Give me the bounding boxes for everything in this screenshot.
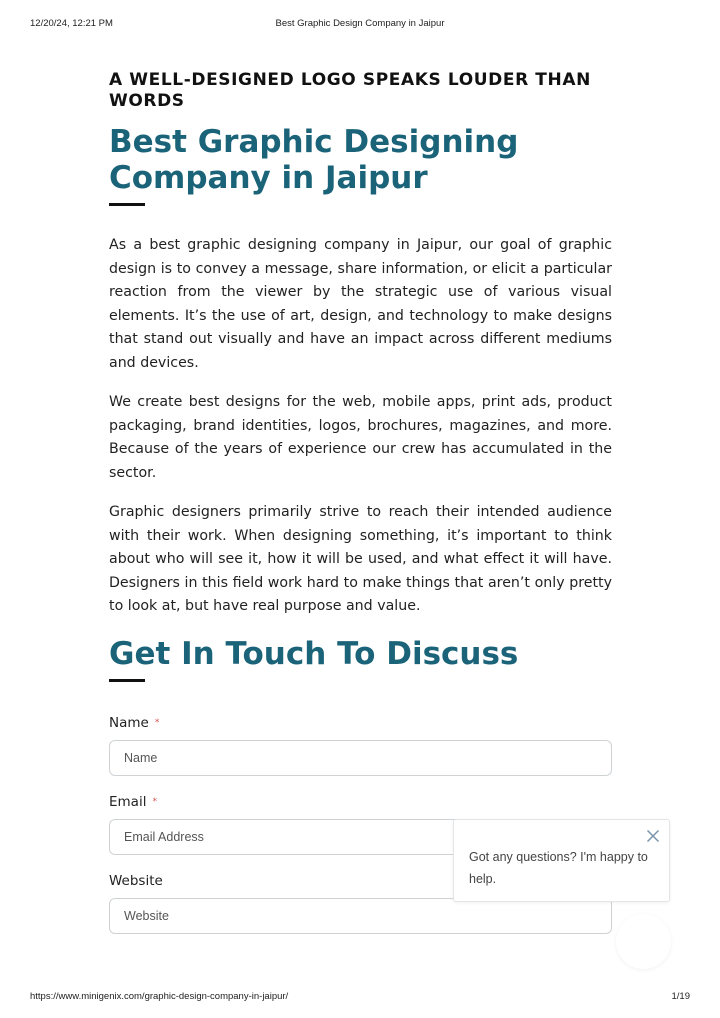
chat-launcher-button[interactable] bbox=[616, 914, 671, 969]
website-label-text: Website bbox=[109, 872, 163, 889]
chat-message: Got any questions? I'm happy to help. bbox=[469, 850, 648, 886]
hero-kicker: A WELL-DESIGNED LOGO SPEAKS LOUDER THAN WORDS bbox=[109, 70, 591, 111]
close-icon[interactable] bbox=[646, 829, 660, 843]
print-header bbox=[30, 18, 690, 32]
contact-title-underline bbox=[109, 679, 145, 682]
name-label bbox=[109, 714, 612, 732]
website-input[interactable] bbox=[109, 898, 612, 934]
print-page-number: 1/19 bbox=[671, 991, 690, 1002]
name-label-text: Name bbox=[109, 714, 149, 731]
services-paragraph: We create best designs for the web, mobile apps, print ads, product packaging, brand identities, logos, brochures, magazines, and more. Because of the years of experience our crew has accumulated in the sector. bbox=[109, 394, 612, 481]
intro-paragraph: As a best graphic designing company in Jaipur, our goal of graphic design is to convey a message, share information, or elicit a particular reaction from the viewer by the strategic use of various visual elements. It’s the use of art, design, and technology to make designs that stand out visually and have an impact across different mediums and devices. bbox=[109, 237, 612, 371]
name-input[interactable] bbox=[109, 740, 612, 776]
contact-title: Get In Touch To Discuss bbox=[109, 635, 519, 672]
print-page-title: Best Graphic Design Company in Jaipur bbox=[275, 18, 445, 29]
title-underline bbox=[109, 203, 145, 206]
required-marker: * bbox=[152, 796, 157, 807]
name-field-group bbox=[109, 714, 612, 776]
chat-popup bbox=[453, 819, 670, 902]
print-date: 12/20/24, 12:21 PM bbox=[30, 18, 113, 29]
print-url: https://www.minigenix.com/graphic-design-company-in-jaipur/ bbox=[30, 991, 289, 1002]
email-label bbox=[109, 793, 612, 811]
print-footer bbox=[30, 991, 690, 1005]
required-marker: * bbox=[154, 717, 160, 728]
audience-paragraph: Graphic designers primarily strive to reach their intended audience with their work. When designing something, it’s important to think about who will see it, how it will be used, and what effect it will have. Designers in this field work hard to make things that aren’t only pretty to look at, but have real purpose and value. bbox=[109, 504, 612, 614]
page-title: Best Graphic Designing Company in Jaipur bbox=[109, 124, 519, 196]
email-label-text: Email bbox=[109, 793, 147, 810]
